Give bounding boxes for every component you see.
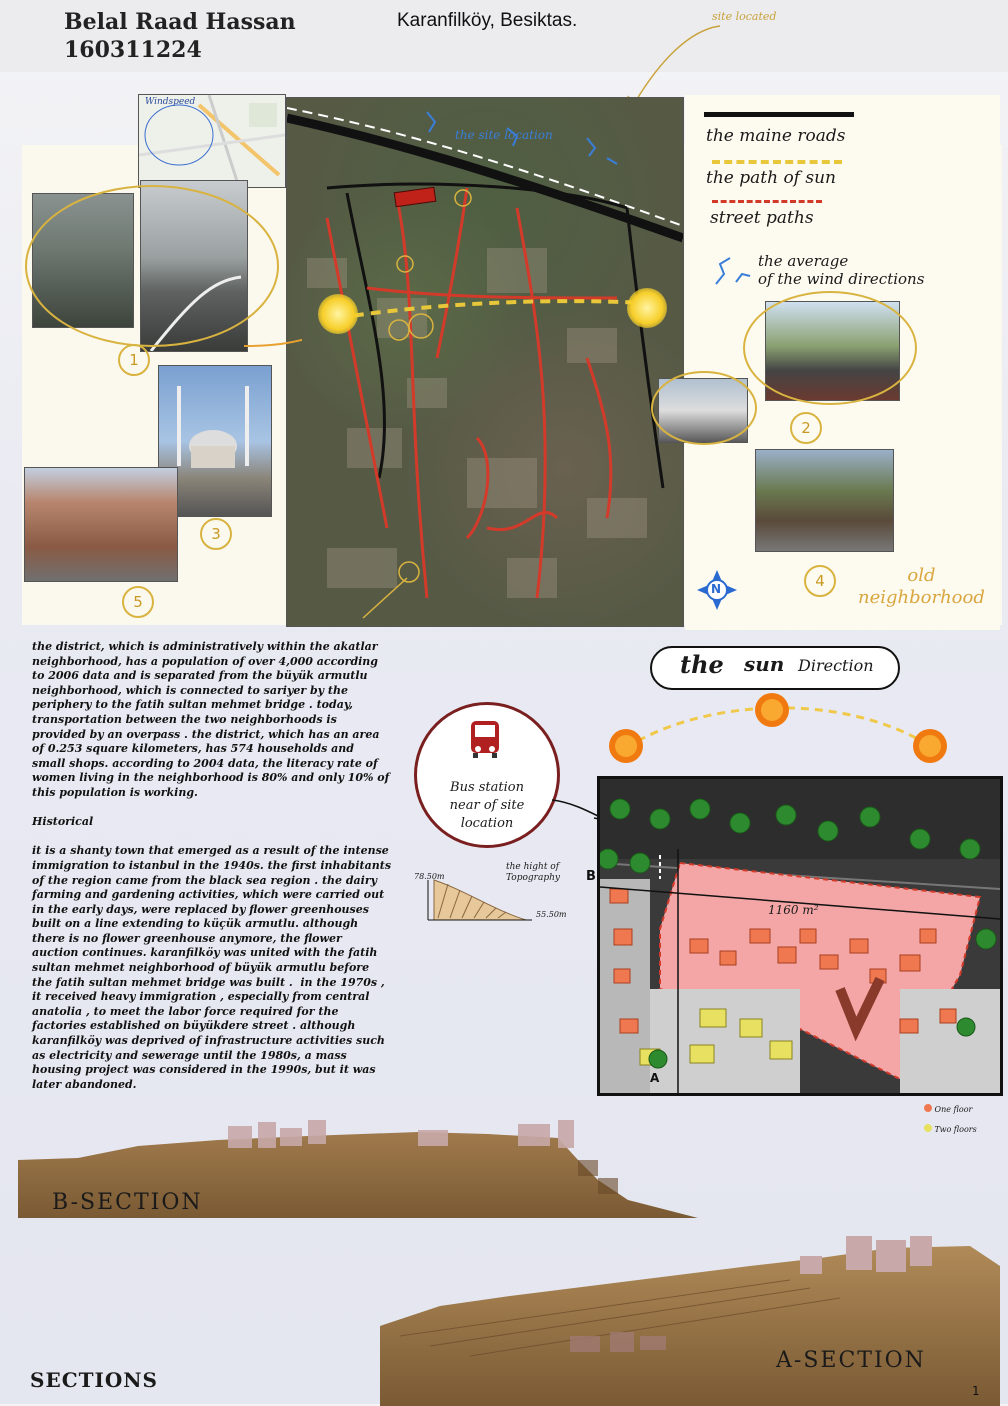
photo-4-old-neighborhood[interactable] xyxy=(755,449,894,552)
bus-icon xyxy=(467,719,503,759)
section-marker-a: A xyxy=(650,1071,660,1085)
topo-bottom-value: 55.50m xyxy=(536,910,567,919)
a-section-drawing xyxy=(370,1236,1000,1406)
number-5: 5 xyxy=(122,586,154,618)
sun-title-direction: Direction xyxy=(798,656,874,675)
topo-line2: Topography xyxy=(506,873,560,883)
photo-1-circle xyxy=(22,174,302,374)
author-name: Belal Raad Hassan xyxy=(64,9,296,35)
site-located-note: site located xyxy=(712,10,777,23)
sun-right-icon xyxy=(913,729,947,763)
compass-north-icon xyxy=(697,570,737,610)
sun-mid-icon xyxy=(755,693,789,727)
site-plan-drawing xyxy=(600,779,1000,1093)
bus-line2: near of site xyxy=(449,798,525,813)
bus-line3: location xyxy=(460,816,514,831)
legend-street-swatch xyxy=(712,200,822,203)
legend-road-swatch xyxy=(704,112,854,117)
number-3: 3 xyxy=(200,518,232,550)
old-neighborhood-line2: neighborhood xyxy=(858,587,985,608)
map-overlay xyxy=(287,98,683,626)
legend-two-floors xyxy=(924,1124,977,1134)
a-section-label: A-SECTION xyxy=(776,1348,926,1373)
site-location-label: the site location xyxy=(455,128,553,142)
legend-wind xyxy=(758,252,924,288)
satellite-map[interactable] xyxy=(286,97,684,627)
number-2: 2 xyxy=(790,412,822,444)
two-floors-label: Two floors xyxy=(934,1125,977,1134)
page-number: 1 xyxy=(972,1384,980,1398)
bus-station-label xyxy=(417,779,557,833)
sun-west-icon xyxy=(318,294,358,334)
north-label: N xyxy=(711,582,722,596)
number-1: 1 xyxy=(118,344,150,376)
number-4: 4 xyxy=(804,565,836,597)
student-id: 160311224 xyxy=(64,37,202,63)
sun-title-sun: sun xyxy=(744,652,785,676)
legend-street-paths: street paths xyxy=(710,208,814,228)
topo-line1: the hight of xyxy=(506,862,560,872)
wind-direction-icon xyxy=(712,254,752,288)
photo-5-shop[interactable] xyxy=(24,467,178,582)
section-marker-b: B xyxy=(586,869,596,884)
sun-east-icon xyxy=(627,288,667,328)
two-floors-swatch xyxy=(924,1124,932,1132)
old-neighborhood-line1: old xyxy=(907,565,936,586)
sun-left-icon xyxy=(609,729,643,763)
legend-sun-swatch xyxy=(712,160,842,164)
sun-arc xyxy=(600,680,960,790)
site-plan[interactable] xyxy=(586,776,1003,1096)
topo-top-value: 78.50m xyxy=(414,872,445,881)
intro-text: the district, which is administratively within the akatlar neighborhood, has a population of over 4,000 according to 2006 data and is separated from the büyük armutlu neighborhood, which is connected to sariyer by the periphery to the fatih sultan mehmet bridge . today, transportation between the two neighborhoods is provided by an overpass . the district, which has an area of 0.253 square kilometers, has 574 households and small shops. according to 2004 data, the literacy rate of women living in the neighborhood is 80% and only 10% of this population is working. xyxy=(32,640,394,799)
site-area: 1160 m² xyxy=(768,903,819,917)
bus-station-badge xyxy=(414,702,560,848)
photo-building-circle xyxy=(650,370,762,450)
legend-sun-path: the path of sun xyxy=(706,168,836,188)
sun-title-the: the xyxy=(680,650,724,679)
photo-2-circle xyxy=(740,290,920,420)
legend-one-floor xyxy=(924,1104,972,1114)
legend-wind-line2: of the wind directions xyxy=(758,270,925,288)
historical-text: it is a shanty town that emerged as a result of the intense immigration to istanbul in the 1940s. the first inhabitants of the region came from the black sea region . the dairy farming and gardening activities, which were carried out in the early days, were replaced by flower greenhouses built on a line extending to küçük armutlu. although there is no flower greenhouse anymore, the flower auction continues. karanfilköy was united with the fatih sultan mehmet neighborhood of büyük armutlu before the fatih sultan mehmet bridge was built . in the 1970s , it received heavy immigration , especially from central anatolia , to meet the labor force required for the factories established on büyükdere street . although karanfilköy was deprived of infrastructure activities such as electricity and sewerage until the 1980s, a mass housing project was considered in the 1990s, but it was later abandoned. xyxy=(32,844,395,1091)
author-block xyxy=(64,8,296,64)
body-text xyxy=(32,640,395,1092)
location-title: Karanfilköy, Besiktas. xyxy=(397,10,578,31)
legend-wind-line1: the average xyxy=(758,252,849,270)
b-section-label: B-SECTION xyxy=(52,1190,203,1215)
windspeed-label: Windspeed xyxy=(145,97,196,107)
sections-heading: SECTIONS xyxy=(30,1368,158,1392)
one-floor-swatch xyxy=(924,1104,932,1112)
site-location-marker xyxy=(394,187,436,206)
historical-heading: Historical xyxy=(32,815,94,829)
legend-main-roads: the maine roads xyxy=(706,126,846,146)
one-floor-label: One floor xyxy=(934,1105,973,1114)
old-neighborhood-note xyxy=(858,565,985,609)
bus-line1: Bus station xyxy=(450,780,524,795)
